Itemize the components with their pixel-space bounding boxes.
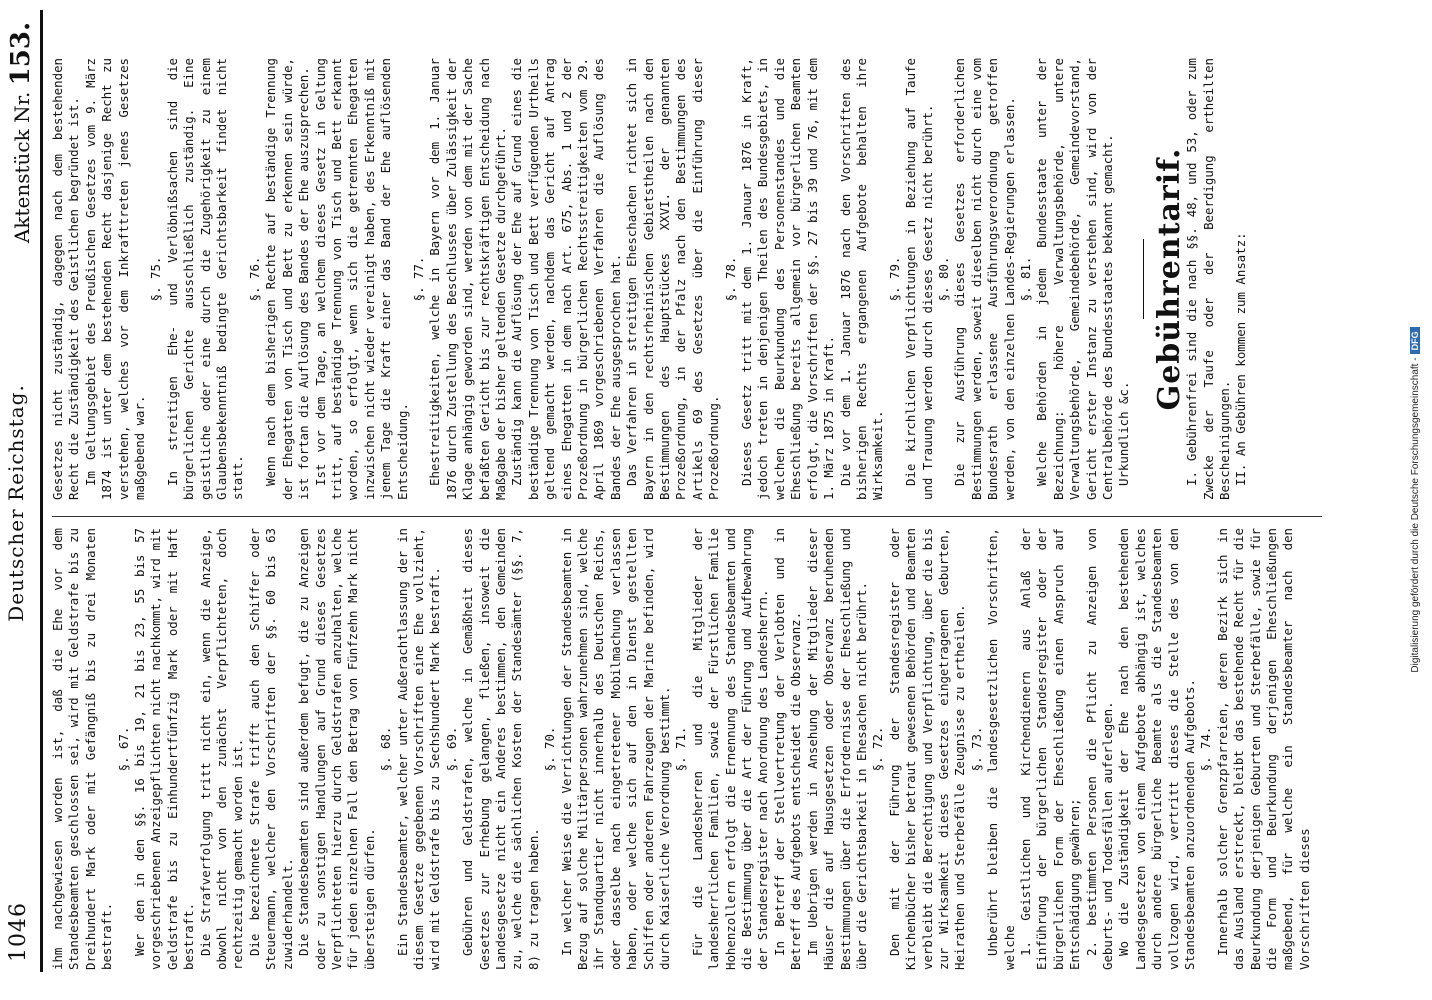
- paragraph: Die kirchlichen Verpflichtungen in Beziehung auf Taufe und Trauung werden durch dieses Gesetz nicht berührt.: [903, 58, 935, 500]
- paragraph: Die Strafverfolgung tritt nicht ein, wenn die Anzeige, obwohl nicht von den zunächst Verpflichteten, doch rechtzeitig gemacht worden ist.: [197, 528, 246, 970]
- paragraph: In welcher Weise die Verrichtungen der Standesbeamten in Bezug auf solche Militärpersonen wahrzunehmen sind, welche ihr Standquartier nicht innerhalb des Deutschen Reichs, oder dasselbe nach eingetretener Mobilmachung verlassen haben, oder welche sich auf den in Dienst gestellten Schiffen oder anderen Fahrzeugen der Marine befinden, wird durch Kaiserliche Verordnung bestimmt.: [558, 528, 673, 970]
- paragraph: Das Verfahren in streitigen Eheschachen richtet sich in Bayern in den rechtsrheinischen Gebietstheilen nach den Bestimmungen des Hauptstückes XXVI. der genannten Prozeßordnung, in der Pfalz nach den Bestimmungen des Artikels 69 des Gesetzes über die Einführung dieser Prozeßordnung.: [624, 58, 722, 500]
- paragraph: Innerhalb solcher Grenzpfarreien, deren Bezirk sich in das Ausland erstreckt, bleibt das bestehende Recht für die Beurkundung derjenigen Geburten und Sterbefälle, sowie für die Form und Beurkundung derjenigen Eheschließungen maßgebend, für welche ein Standesbeamter nach den Vorschriften dieses: [1214, 528, 1312, 970]
- paragraph: Unberührt bleiben die landesgesetzlichen Vorschriften, welche: [985, 528, 1017, 970]
- paragraph: ihm nachgewiesen worden ist, daß die Ehe vor dem Standesbeamten geschlossen sei, wird mit Geldstrafe bis zu Dreihundert Mark oder mit Gefängniß bis zu drei Monaten bestraft.: [50, 528, 115, 970]
- paragraph: Ehestreitigkeiten, welche in Bayern vor dem 1. Januar 1876 durch Zustellung des Beschlusses über Zulässigkeit der Klage anhängig geworden sind, werden von dem mit der Sache befaßten Gericht bis zur rechtskräftigen Entscheidung nach Maßgabe der bisher geltenden Gesetze durchgeführt.: [427, 58, 508, 500]
- section-number: §. 69.: [443, 726, 459, 772]
- paragraph: Die bezeichnete Strafe trifft auch den Schiffer oder Steuermann, welcher den Vorschriften der §§. 60 bis 63 zuwiderhandelt.: [246, 528, 295, 970]
- paragraph: Die zur Ausführung dieses Gesetzes erforderlichen Bestimmungen werden, soweit dieselben nicht durch eine vom Bundesrath erlassene Ausführungsverordnung getroffen werden, von den einzelnen Landes-Regierungen erlassen.: [952, 58, 1017, 500]
- paragraph: Die Standesbeamten sind außerdem befugt, die zu Anzeigen oder zu sonstigen Handlungen auf Grund dieses Gesetzes Verpflichteten hierzu durch Geldstrafen anzuhalten, welche für jeden einzelnen Fall den Betrag von Fünfzehn Mark nicht übersteigen dürfen.: [296, 528, 377, 970]
- header-rule: [40, 10, 43, 972]
- section-number: §. 72.: [870, 726, 886, 772]
- paragraph: Wer den in den §§. 16 bis 19, 21 bis 23, 55 bis 57 vorgeschriebenen Anzeigepflichten nicht nachkommt, wird mit Geldstrafe bis zu Einhundertfünfzig Mark oder mit Haft bestraft.: [132, 528, 197, 970]
- paragraph: Zuständig kann die Auflösung der Ehe auf Grund eines die beständige Trennung von Tisch und Bett verfügenden Urtheils geltend gemacht werden, nachdem das Gericht auf Antrag eines Ehegatten in dem nach Art. 675, Abs. 1 und 2 der Prozeßordnung in bürgerlichen Rechtsstreitigkeiten vom 29. April 1869 vorgeschriebenen Verfahren die Auflösung des Bandes der Ehe ausgesprochen hat.: [509, 58, 623, 500]
- section-number: §. 73.: [968, 726, 984, 772]
- section-number: §. 79.: [886, 256, 902, 302]
- section-number: §. 76.: [246, 256, 262, 302]
- list-item: 2. bestimmten Personen die Pflicht zu Anzeigen von Geburts- und Todesfällen auferlegen.: [1083, 528, 1115, 970]
- paragraph: Für die Landesherren und die Mitglieder der landesherrlichen Familien, sowie der Fürstlichen Familie Hohenzollern erfolgt die Ernennung des Standesbeamten und die Bestimmung über die Art der Führung und Aufbewahrung der Standesregister nach Anordnung des Landesherrn.: [689, 528, 771, 970]
- dfg-badge: DFG: [1410, 327, 1420, 354]
- paragraph: Dieses Gesetz tritt mit dem 1. Januar 1876 in Kraft, jedoch treten in denjenigen Theilen des Bundesgebiets, in welchen die Beurkundung des Personenstandes und die Eheschließung bereits allgemein vor bürgerlichen Beamten erfolgt, die Vorschriften der §§. 27 bis 39 und 76, mit dem 1. März 1875 in Kraft.: [739, 58, 837, 500]
- section-number: §. 77.: [410, 256, 426, 302]
- section-number: §. 74.: [1198, 726, 1214, 772]
- section-number: §. 70.: [542, 726, 558, 772]
- list-item: II. An Gebühren kommen zum Ansatz:: [1233, 232, 1249, 486]
- paragraph: Im Geltungsgebiet des Preußischen Gesetzes vom 9. März 1874 ist unter dem bestehenden Recht dasjenige Recht zu verstehen, welches vor dem Inkrafttreten jenes Gesetzes maßgebend war.: [82, 58, 148, 500]
- section-number: §. 67.: [115, 726, 131, 772]
- paragraph: Die vor dem 1. Januar 1876 nach den Vorschriften des bisherigen Rechts ergangenen Aufgebote behalten ihre Wirksamkeit.: [837, 58, 886, 500]
- tariff-heading: Gebührentarif.: [1151, 147, 1187, 411]
- section-rule: [1143, 239, 1144, 319]
- doc-number: 153.: [6, 22, 36, 86]
- section-number: §. 75.: [148, 256, 164, 302]
- section-number: §. 71.: [673, 726, 689, 772]
- paragraph: Gesetzes nicht zuständig, dagegen nach dem bestehenden Recht die Zuständigkeit des Geistlichen begründet ist.: [50, 58, 82, 500]
- section-number: §. 68.: [378, 726, 394, 772]
- paragraph: Wo die Zuständigkeit der Ehe nach den bestehenden Landesgesetzen von einem Aufgebote abhängig ist, welches durch andere bürgerliche Beamte als die Standesbeamten vollzogen wird, vertritt dieses die Stelle des von den Standesbeamten anzuordnenden Aufgebots.: [1116, 528, 1198, 970]
- paragraph: Den mit der Führung der Standesregister oder Kirchenbücher bisher betraut gewesenen Behörden und Beamten verbleibt die Berechtigung und Verpflichtung, über die bis zur Wirksamkeit dieses Gesetzes eingetragenen Geburten, Heirathen und Sterbefälle Zeugnisse zu ertheilen.: [886, 528, 968, 970]
- paragraph: Gebühren und Geldstrafen, welche in Gemäßheit dieses Gesetzes zur Erhebung gelangen, fließen, insoweit die Landesgesetze nicht ein Anderes bestimmen, den Gemeinden zu, welche die sächlichen Kosten der Standesämter (§§. 7, 8) zu tragen haben.: [460, 528, 541, 970]
- doc-label: Aktenstück Nr.: [10, 91, 34, 244]
- paragraph: Im Uebrigen werden in Ansehung der Mitglieder dieser Häuser die auf Hausgesetzen oder Observanz beruhenden Bestimmungen über die Erfordernisse der Eheschließung und über die Gerichtsbarkeit in Ehesachen nicht berührt.: [804, 528, 869, 970]
- section-number: §. 80.: [935, 256, 951, 302]
- column-divider: [52, 516, 1322, 517]
- paragraph: Welche Behörden in jedem Bundesstaate unter der Bezeichnung: höhere Verwaltungsbehörde, untere Verwaltungsbehörde, Gemeindebehörde, Gemeindevorstand, Gericht erster Instanz zu verstehen sind, wird von der Centralbehörde des Bundesstaates bekannt gemacht.: [1034, 58, 1115, 500]
- digitization-note: [1410, 0, 1421, 1000]
- paragraph: In streitigen Ehe- und Verlöbnißsachen sind die bürgerlichen Gerichte ausschließlich zuständig. Eine geistliche oder eine durch die Zugehörigkeit zu einem Glaubensbekenntniß bedingte Gerichtsbarkeit findet nicht statt.: [164, 58, 246, 500]
- right-column: [50, 58, 1320, 500]
- section-number: §. 78.: [722, 256, 738, 302]
- paragraph: In Betreff der Stellvertretung der Verlobten und in Betreff des Aufgebots entscheidet die Observanz.: [771, 528, 804, 970]
- paragraph: Wenn nach dem bisherigen Rechte auf beständige Trennung der Ehegatten von Tisch und Bett zu erkennen sein würde, ist fortan die Auflösung des Bandes der Ehe auszusprechen.: [263, 58, 312, 500]
- list-item: 1. Geistlichen und Kirchendienern aus Anlaß der Einführung der bürgerlichen Standesregister oder der bürgerlichen Form der Eheschließung einen Anspruch auf Entschädigung gewähren;: [1017, 528, 1083, 970]
- page-number: 1046: [6, 902, 31, 962]
- list-item: I. Gebührenfrei sind die nach §§. 48, und 53, oder zum Zwecke der Taufe oder der Beerdigung ertheilten Bescheinigungen.: [1184, 58, 1233, 500]
- paragraph: Ein Standesbeamter, welcher unter Außerachtlassung der in diesem Gesetze gegebenen Vorschriften eine Ehe vollzieht, wird mit Geldstrafe bis zu Sechshundert Mark bestraft.: [394, 528, 443, 970]
- left-column: [50, 528, 1320, 970]
- page-header: [0, 0, 56, 1000]
- paragraph: Urkundlich &c.: [1116, 381, 1132, 486]
- section-number: §. 81.: [1017, 256, 1033, 302]
- publication-name: Deutscher Reichstag.: [4, 384, 28, 622]
- digitization-text: Digitalisierung gefördert durch die Deutsche Forschungsgemeinschaft -: [1410, 357, 1421, 673]
- document-label: [6, 22, 36, 243]
- paragraph: Ist vor dem Tage, an welchem dieses Gesetz in Geltung tritt, auf beständige Trennung von Tisch und Bett erkannt worden, so erfolgt, wenn sich die getrennten Ehegatten inzwischen nicht wieder vereinigt haben, des Erkenntniß mit jenem Tage die Kraft einer das Band der Ehe auflösenden Entscheidung.: [312, 58, 410, 500]
